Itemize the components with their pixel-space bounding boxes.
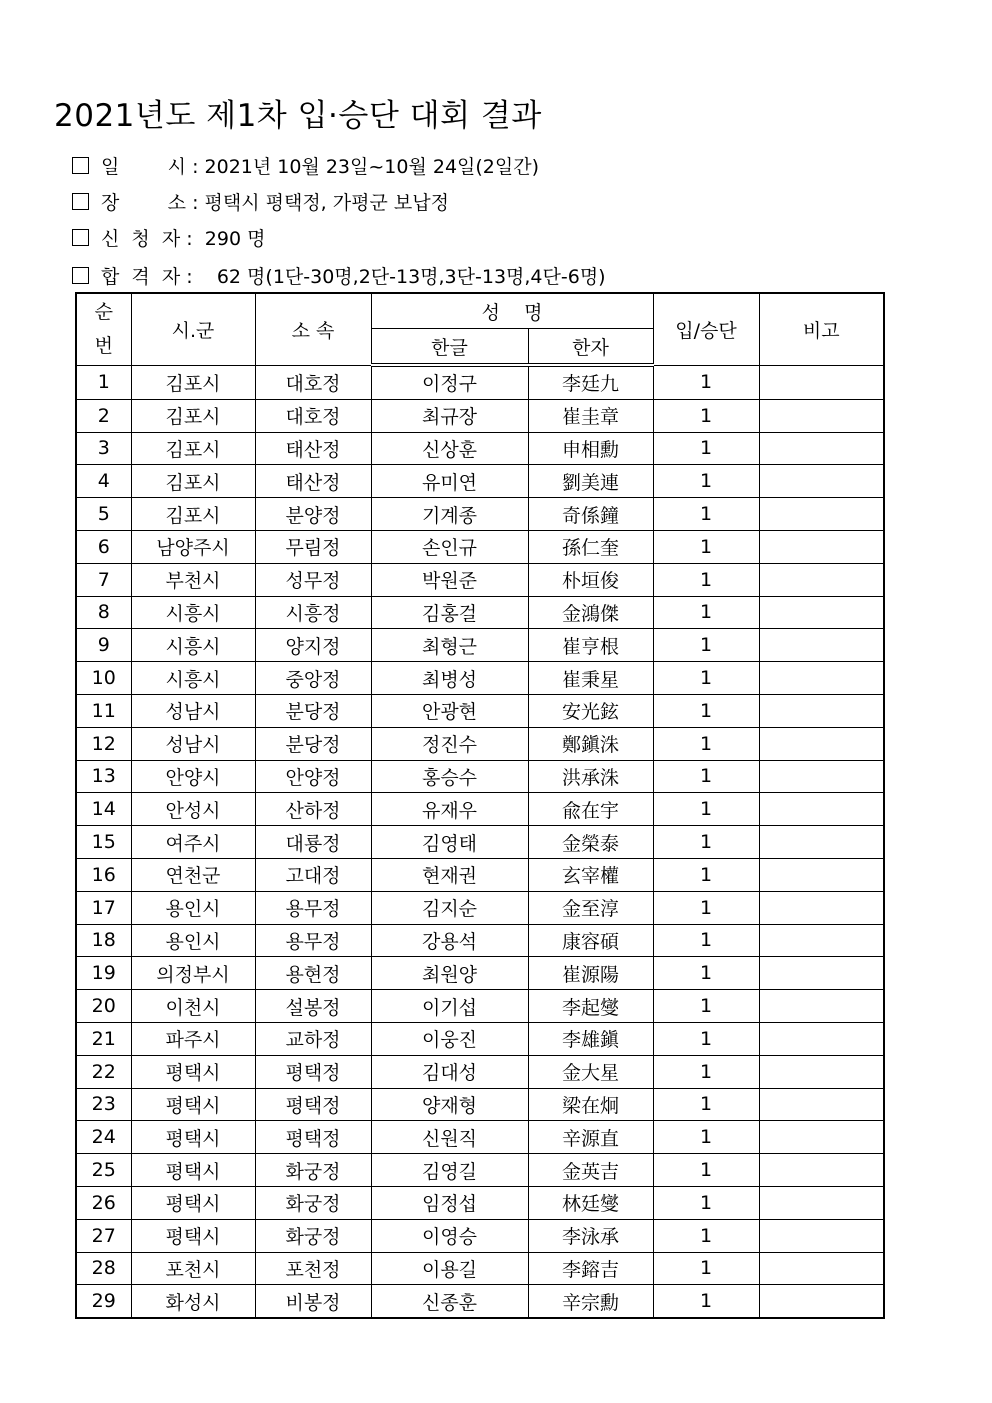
header-club: 소 속 <box>255 293 371 365</box>
row-name-hangul: 양재형 <box>371 1088 528 1121</box>
info-label: 합 격 자 <box>101 266 181 288</box>
row-city: 김포시 <box>131 432 255 465</box>
row-rank: 1 <box>653 1186 759 1219</box>
table-row <box>76 629 884 662</box>
row-name-hanja: 安光鉉 <box>528 694 653 727</box>
header-number-bottom: 번 <box>94 335 113 358</box>
table-row <box>76 727 884 760</box>
row-city: 남양주시 <box>131 530 255 563</box>
row-number: 19 <box>76 957 131 990</box>
checkbox-square-icon <box>72 157 89 174</box>
row-note <box>759 563 884 596</box>
row-name-hanja: 李鎔吉 <box>528 1252 653 1285</box>
row-city: 의정부시 <box>131 957 255 990</box>
row-club: 무림정 <box>255 530 371 563</box>
table-row <box>76 891 884 924</box>
row-city: 시흥시 <box>131 662 255 695</box>
row-name-hangul: 강용석 <box>371 924 528 957</box>
info-applicants <box>72 224 265 251</box>
row-club: 태산정 <box>255 432 371 465</box>
header-hanja: 한자 <box>528 329 653 366</box>
row-city: 용인시 <box>131 924 255 957</box>
row-city: 김포시 <box>131 498 255 531</box>
row-rank: 1 <box>653 891 759 924</box>
row-name-hangul: 김대성 <box>371 1055 528 1088</box>
row-club: 안양정 <box>255 760 371 793</box>
row-name-hangul: 박원준 <box>371 563 528 596</box>
row-name-hangul: 김영태 <box>371 826 528 859</box>
table-row <box>76 399 884 432</box>
row-number: 3 <box>76 432 131 465</box>
row-club: 시흥정 <box>255 596 371 629</box>
table-row <box>76 1186 884 1219</box>
row-name-hangul: 유미연 <box>371 465 528 498</box>
row-note <box>759 662 884 695</box>
row-club: 화궁정 <box>255 1154 371 1187</box>
row-name-hanja: 金英吉 <box>528 1154 653 1187</box>
checkbox-square-icon <box>72 267 89 284</box>
row-note <box>759 1154 884 1187</box>
table-row <box>76 498 884 531</box>
row-note <box>759 1121 884 1154</box>
row-city: 시흥시 <box>131 596 255 629</box>
row-city: 평택시 <box>131 1121 255 1154</box>
row-city: 이천시 <box>131 990 255 1023</box>
row-name-hangul: 신원직 <box>371 1121 528 1154</box>
info-passed <box>72 262 606 289</box>
table-row <box>76 760 884 793</box>
row-name-hanja: 李起燮 <box>528 990 653 1023</box>
table-row <box>76 596 884 629</box>
row-note <box>759 399 884 432</box>
row-club: 평택정 <box>255 1055 371 1088</box>
row-note <box>759 596 884 629</box>
table-row <box>76 793 884 826</box>
row-number: 9 <box>76 629 131 662</box>
row-name-hanja: 奇係鐘 <box>528 498 653 531</box>
row-number: 24 <box>76 1121 131 1154</box>
row-city: 평택시 <box>131 1154 255 1187</box>
row-city: 안성시 <box>131 793 255 826</box>
row-name-hanja: 康容碩 <box>528 924 653 957</box>
row-city: 시흥시 <box>131 629 255 662</box>
row-number: 6 <box>76 530 131 563</box>
results-table <box>75 292 885 1319</box>
row-rank: 1 <box>653 858 759 891</box>
table-row <box>76 1252 884 1285</box>
row-name-hangul: 이웅진 <box>371 1022 528 1055</box>
row-note <box>759 924 884 957</box>
row-name-hanja: 申相勳 <box>528 432 653 465</box>
row-name-hanja: 李泳承 <box>528 1219 653 1252</box>
table-row <box>76 858 884 891</box>
row-number: 13 <box>76 760 131 793</box>
row-note <box>759 760 884 793</box>
row-city: 포천시 <box>131 1252 255 1285</box>
row-rank: 1 <box>653 694 759 727</box>
row-rank: 1 <box>653 399 759 432</box>
row-name-hanja: 金榮泰 <box>528 826 653 859</box>
results-table-body <box>76 365 884 1318</box>
row-name-hangul: 유재우 <box>371 793 528 826</box>
row-rank: 1 <box>653 498 759 531</box>
row-name-hangul: 이정구 <box>371 365 528 399</box>
row-rank: 1 <box>653 465 759 498</box>
row-name-hangul: 신상훈 <box>371 432 528 465</box>
row-name-hangul: 기계종 <box>371 498 528 531</box>
table-row <box>76 1088 884 1121</box>
row-rank: 1 <box>653 924 759 957</box>
row-club: 대룡정 <box>255 826 371 859</box>
table-row <box>76 1285 884 1318</box>
row-note <box>759 1022 884 1055</box>
row-name-hanja: 崔源陽 <box>528 957 653 990</box>
row-name-hangul: 김지순 <box>371 891 528 924</box>
row-name-hanja: 鄭鎭洙 <box>528 727 653 760</box>
row-number: 20 <box>76 990 131 1023</box>
row-club: 설봉정 <box>255 990 371 1023</box>
row-number: 4 <box>76 465 131 498</box>
row-name-hangul: 임정섭 <box>371 1186 528 1219</box>
row-note <box>759 826 884 859</box>
row-rank: 1 <box>653 629 759 662</box>
row-note <box>759 1252 884 1285</box>
row-city: 김포시 <box>131 465 255 498</box>
row-number: 10 <box>76 662 131 695</box>
row-name-hangul: 손인규 <box>371 530 528 563</box>
row-club: 평택정 <box>255 1088 371 1121</box>
row-name-hangul: 홍승수 <box>371 760 528 793</box>
row-city: 평택시 <box>131 1055 255 1088</box>
row-rank: 1 <box>653 1252 759 1285</box>
row-club: 평택정 <box>255 1121 371 1154</box>
row-club: 양지정 <box>255 629 371 662</box>
header-city: 시.군 <box>131 293 255 365</box>
page-title: 2021년도 제1차 입·승단 대회 결과 <box>54 98 542 134</box>
row-city: 화성시 <box>131 1285 255 1318</box>
row-city: 평택시 <box>131 1219 255 1252</box>
row-club: 용현정 <box>255 957 371 990</box>
row-rank: 1 <box>653 1088 759 1121</box>
table-row <box>76 1154 884 1187</box>
table-row <box>76 365 884 399</box>
row-note <box>759 1055 884 1088</box>
row-number: 11 <box>76 694 131 727</box>
row-club: 용무정 <box>255 924 371 957</box>
row-note <box>759 727 884 760</box>
row-note <box>759 1219 884 1252</box>
row-name-hanja: 崔亨根 <box>528 629 653 662</box>
row-name-hangul: 최원양 <box>371 957 528 990</box>
row-name-hanja: 金大星 <box>528 1055 653 1088</box>
row-rank: 1 <box>653 727 759 760</box>
row-number: 16 <box>76 858 131 891</box>
table-row <box>76 563 884 596</box>
table-row <box>76 924 884 957</box>
row-note <box>759 891 884 924</box>
row-name-hanja: 崔秉星 <box>528 662 653 695</box>
row-note <box>759 1285 884 1318</box>
row-rank: 1 <box>653 1154 759 1187</box>
row-number: 15 <box>76 826 131 859</box>
row-number: 18 <box>76 924 131 957</box>
table-row <box>76 1121 884 1154</box>
row-rank: 1 <box>653 432 759 465</box>
row-name-hangul: 최병성 <box>371 662 528 695</box>
header-rank: 입/승단 <box>653 293 759 365</box>
row-note <box>759 858 884 891</box>
table-row <box>76 530 884 563</box>
row-city: 평택시 <box>131 1186 255 1219</box>
row-name-hangul: 이영승 <box>371 1219 528 1252</box>
row-name-hanja: 金至淳 <box>528 891 653 924</box>
row-name-hangul: 최형근 <box>371 629 528 662</box>
row-number: 21 <box>76 1022 131 1055</box>
row-name-hanja: 林廷燮 <box>528 1186 653 1219</box>
row-name-hangul: 김영길 <box>371 1154 528 1187</box>
row-club: 화궁정 <box>255 1186 371 1219</box>
row-city: 김포시 <box>131 399 255 432</box>
row-name-hanja: 李雄鎭 <box>528 1022 653 1055</box>
table-row <box>76 662 884 695</box>
row-name-hanja: 崔圭章 <box>528 399 653 432</box>
row-club: 중앙정 <box>255 662 371 695</box>
row-name-hangul: 안광현 <box>371 694 528 727</box>
row-rank: 1 <box>653 596 759 629</box>
row-name-hanja: 劉美連 <box>528 465 653 498</box>
row-city: 여주시 <box>131 826 255 859</box>
table-row <box>76 1055 884 1088</box>
row-club: 용무정 <box>255 891 371 924</box>
row-name-hanja: 辛宗勳 <box>528 1285 653 1318</box>
row-rank: 1 <box>653 662 759 695</box>
row-rank: 1 <box>653 826 759 859</box>
row-city: 연천군 <box>131 858 255 891</box>
row-note <box>759 465 884 498</box>
row-club: 대호정 <box>255 399 371 432</box>
row-name-hanja: 孫仁奎 <box>528 530 653 563</box>
row-rank: 1 <box>653 1121 759 1154</box>
row-number: 7 <box>76 563 131 596</box>
row-name-hanja: 玄宰權 <box>528 858 653 891</box>
checkbox-square-icon <box>72 193 89 210</box>
row-club: 화궁정 <box>255 1219 371 1252</box>
row-rank: 1 <box>653 563 759 596</box>
info-label: 신 청 자 <box>101 228 181 250</box>
row-club: 산하정 <box>255 793 371 826</box>
row-rank: 1 <box>653 793 759 826</box>
row-name-hangul: 김홍걸 <box>371 596 528 629</box>
row-number: 23 <box>76 1088 131 1121</box>
info-place <box>72 188 449 215</box>
info-value: : 평택시 평택정, 가평군 보납정 <box>192 192 449 214</box>
table-row <box>76 957 884 990</box>
row-note <box>759 530 884 563</box>
row-note <box>759 629 884 662</box>
row-note <box>759 365 884 399</box>
row-note <box>759 498 884 531</box>
info-value: : 2021년 10월 23일~10월 24일(2일간) <box>192 156 540 178</box>
row-number: 26 <box>76 1186 131 1219</box>
row-club: 분양정 <box>255 498 371 531</box>
row-number: 12 <box>76 727 131 760</box>
row-name-hanja: 梁在炯 <box>528 1088 653 1121</box>
row-number: 2 <box>76 399 131 432</box>
row-name-hanja: 兪在宇 <box>528 793 653 826</box>
table-row <box>76 1022 884 1055</box>
row-rank: 1 <box>653 990 759 1023</box>
row-name-hanja: 朴垣俊 <box>528 563 653 596</box>
row-name-hangul: 신종훈 <box>371 1285 528 1318</box>
table-row <box>76 990 884 1023</box>
row-number: 29 <box>76 1285 131 1318</box>
info-date <box>72 152 539 179</box>
row-city: 평택시 <box>131 1088 255 1121</box>
info-label: 일 시 <box>101 156 187 178</box>
row-city: 부천시 <box>131 563 255 596</box>
row-rank: 1 <box>653 1055 759 1088</box>
row-number: 1 <box>76 365 131 399</box>
row-club: 태산정 <box>255 465 371 498</box>
row-club: 성무정 <box>255 563 371 596</box>
row-note <box>759 432 884 465</box>
row-number: 14 <box>76 793 131 826</box>
row-city: 파주시 <box>131 1022 255 1055</box>
row-note <box>759 694 884 727</box>
row-city: 안양시 <box>131 760 255 793</box>
row-city: 용인시 <box>131 891 255 924</box>
row-rank: 1 <box>653 957 759 990</box>
info-label: 장 소 <box>101 192 187 214</box>
row-note <box>759 957 884 990</box>
row-rank: 1 <box>653 1022 759 1055</box>
row-name-hanja: 辛源直 <box>528 1121 653 1154</box>
row-club: 비봉정 <box>255 1285 371 1318</box>
row-rank: 1 <box>653 760 759 793</box>
table-row <box>76 694 884 727</box>
row-name-hangul: 현재권 <box>371 858 528 891</box>
row-name-hanja: 李廷九 <box>528 365 653 399</box>
row-name-hangul: 정진수 <box>371 727 528 760</box>
info-value: : 290 명 <box>186 228 266 250</box>
row-rank: 1 <box>653 1285 759 1318</box>
header-note: 비고 <box>759 293 884 365</box>
header-number-top: 순 <box>94 301 113 324</box>
row-club: 대호정 <box>255 365 371 399</box>
header-name: 성 명 <box>371 293 653 329</box>
row-club: 분당정 <box>255 727 371 760</box>
info-value: : 62 명(1단-30명,2단-13명,3단-13명,4단-6명) <box>186 266 606 288</box>
row-city: 김포시 <box>131 365 255 399</box>
row-number: 8 <box>76 596 131 629</box>
row-rank: 1 <box>653 365 759 399</box>
row-rank: 1 <box>653 1219 759 1252</box>
row-number: 17 <box>76 891 131 924</box>
row-club: 교하정 <box>255 1022 371 1055</box>
row-note <box>759 1088 884 1121</box>
row-club: 포천정 <box>255 1252 371 1285</box>
row-name-hanja: 金鴻傑 <box>528 596 653 629</box>
row-number: 28 <box>76 1252 131 1285</box>
row-number: 27 <box>76 1219 131 1252</box>
row-note <box>759 990 884 1023</box>
row-number: 22 <box>76 1055 131 1088</box>
row-name-hangul: 이기섭 <box>371 990 528 1023</box>
header-hangul: 한글 <box>371 329 528 366</box>
row-name-hanja: 洪承洙 <box>528 760 653 793</box>
checkbox-square-icon <box>72 229 89 246</box>
table-row <box>76 826 884 859</box>
table-row <box>76 1219 884 1252</box>
row-rank: 1 <box>653 530 759 563</box>
table-row <box>76 432 884 465</box>
row-city: 성남시 <box>131 694 255 727</box>
row-name-hangul: 최규장 <box>371 399 528 432</box>
row-club: 분당정 <box>255 694 371 727</box>
row-name-hangul: 이용길 <box>371 1252 528 1285</box>
header-number <box>76 293 131 365</box>
row-note <box>759 793 884 826</box>
row-club: 고대정 <box>255 858 371 891</box>
row-city: 성남시 <box>131 727 255 760</box>
row-note <box>759 1186 884 1219</box>
table-row <box>76 465 884 498</box>
row-number: 25 <box>76 1154 131 1187</box>
row-number: 5 <box>76 498 131 531</box>
